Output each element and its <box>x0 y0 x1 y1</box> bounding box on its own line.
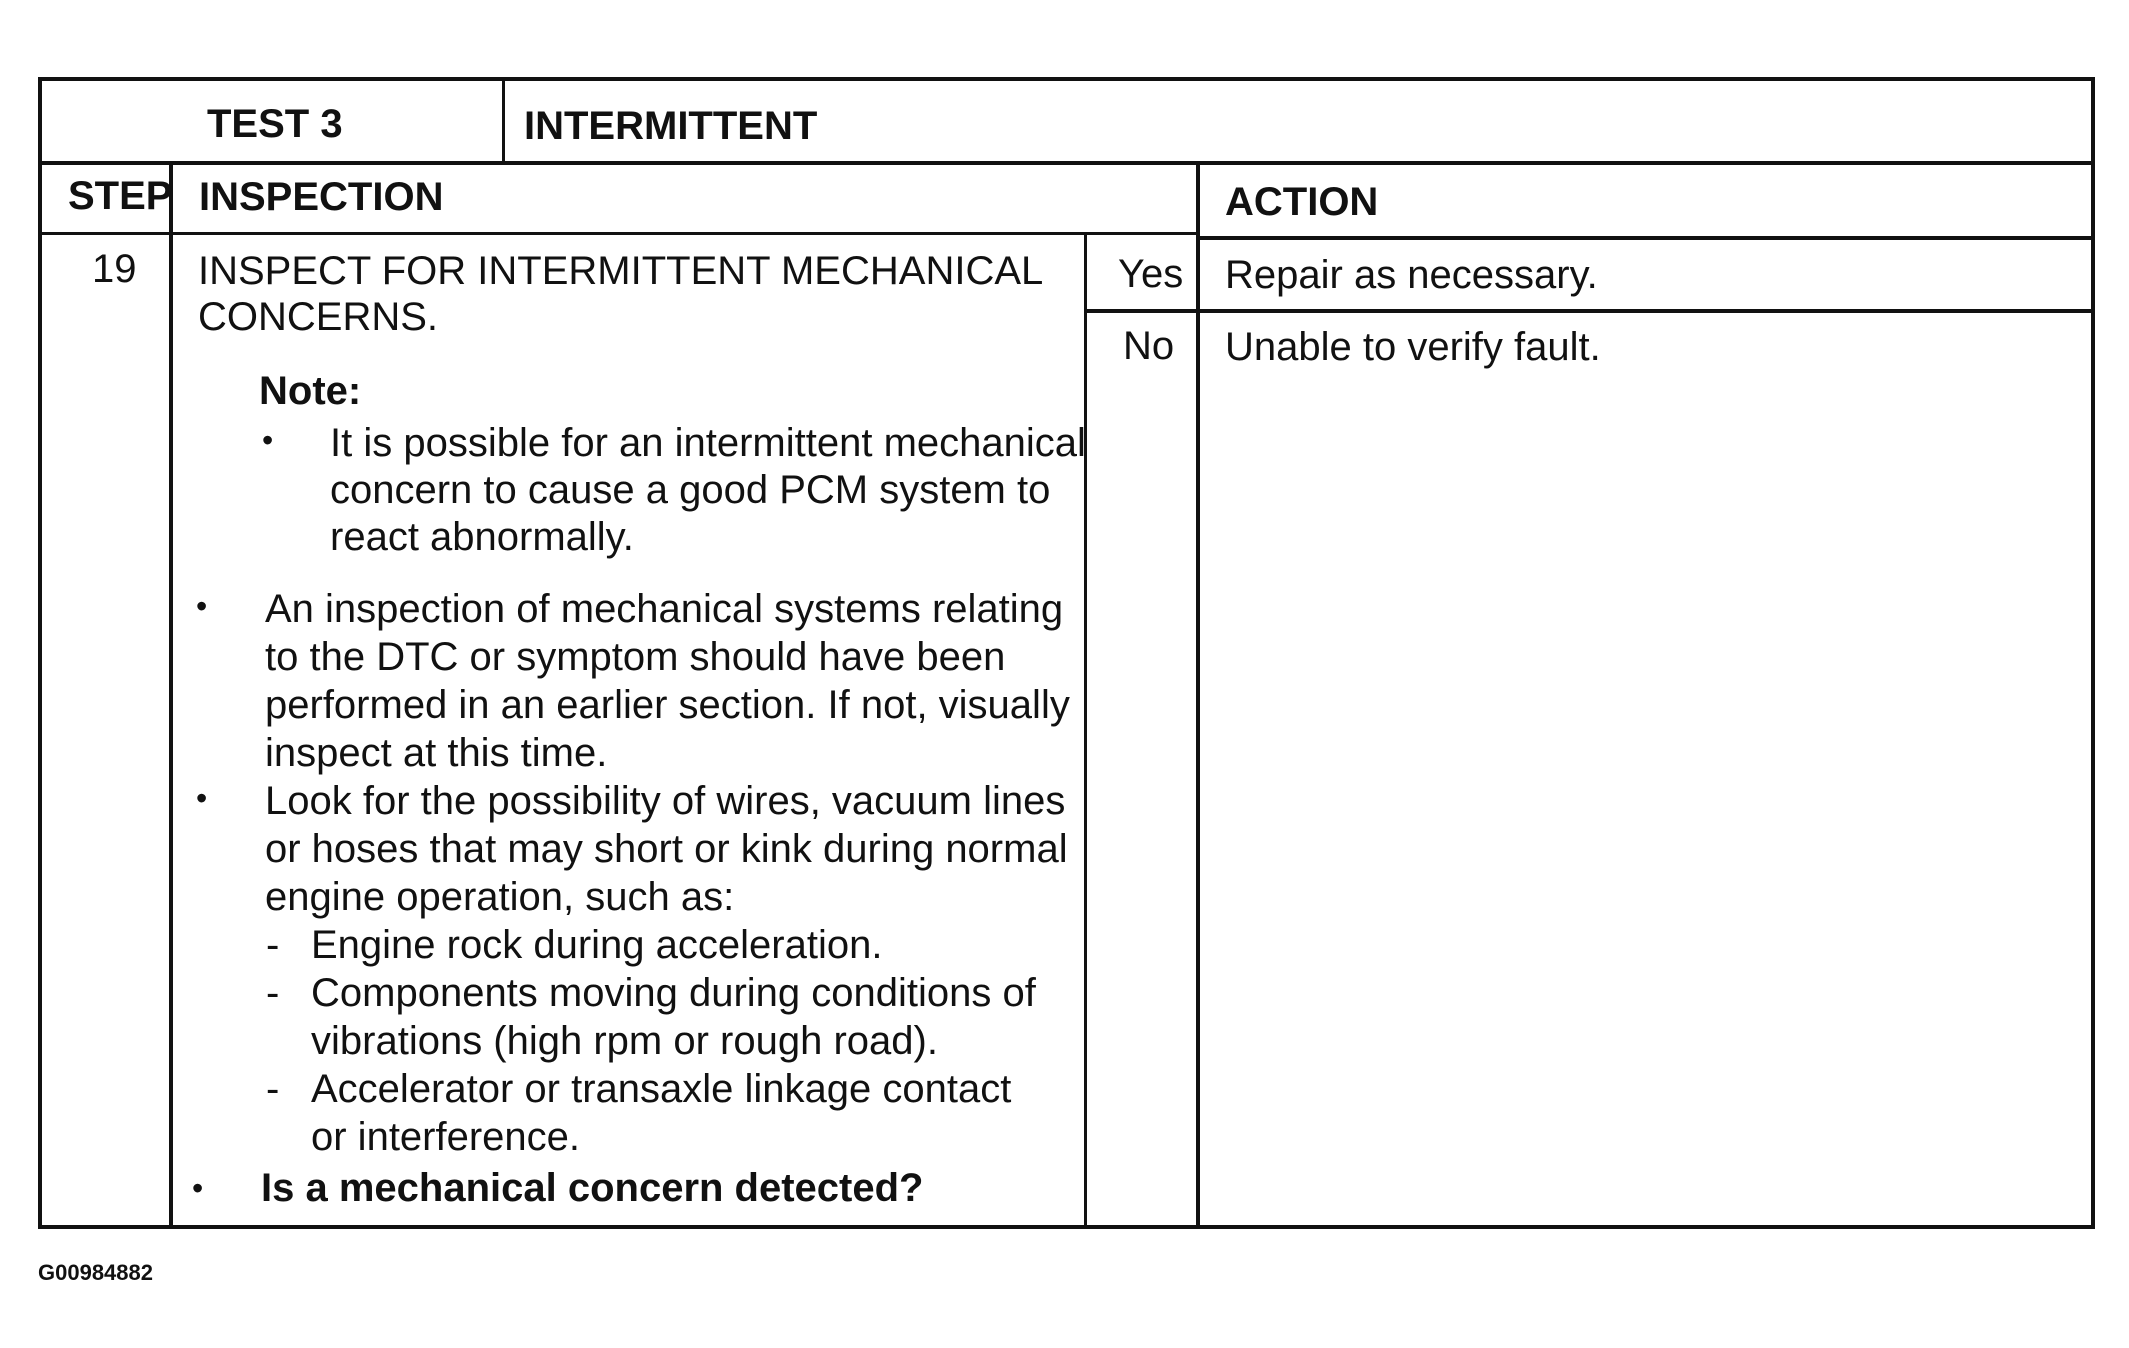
test-label: TEST 3 <box>207 102 343 146</box>
rule-between-yes-no <box>1084 309 2095 313</box>
rule-inspection-action-divider <box>1196 163 1200 1229</box>
bullet-1-line-2: to the DTC or symptom should have been <box>265 635 1006 679</box>
note-line-3: react abnormally. <box>330 515 634 559</box>
bullet-1-icon: • <box>196 588 208 624</box>
rule-under-title <box>38 161 2095 165</box>
dash-1-icon: - <box>266 923 280 967</box>
step-number: 19 <box>92 247 137 291</box>
inspection-heading-line-2: CONCERNS. <box>198 295 439 339</box>
note-label: Note: <box>259 369 362 413</box>
bullet-1-line-4: inspect at this time. <box>265 731 608 775</box>
rule-step-divider <box>169 163 173 1229</box>
bullet-2-icon: • <box>196 780 208 816</box>
bullet-1-line-3: performed in an earlier section. If not, visually <box>265 683 1070 727</box>
bullet-2-line-1: Look for the possibility of wires, vacuum lines <box>265 779 1066 823</box>
rule-choice-divider <box>1084 234 1087 1229</box>
inspection-heading-line-1: INSPECT FOR INTERMITTENT MECHANICAL <box>198 249 1044 293</box>
note-bullet-icon: • <box>262 422 274 458</box>
question-bullet-icon: • <box>192 1170 204 1206</box>
dash-item-3-line-1: Accelerator or transaxle linkage contact <box>311 1067 1012 1111</box>
bullet-2-line-2: or hoses that may short or kink during normal <box>265 827 1068 871</box>
rule-test-label-divider <box>502 77 505 163</box>
dash-item-3-line-2: or interference. <box>311 1115 581 1159</box>
inspection-column-header: INSPECTION <box>199 175 444 219</box>
step-column-header: STEP <box>68 174 173 218</box>
bullet-2-line-3: engine operation, such as: <box>265 875 735 919</box>
dash-item-1: Engine rock during acceleration. <box>311 923 883 967</box>
rule-under-action-header <box>1196 236 2095 240</box>
question-text: Is a mechanical concern detected? <box>261 1166 924 1210</box>
test-title: INTERMITTENT <box>524 104 818 148</box>
note-line-1: It is possible for an intermittent mechanical <box>330 421 1086 465</box>
note-line-2: concern to cause a good PCM system to <box>330 468 1051 512</box>
dash-item-2-line-2: vibrations (high rpm or rough road). <box>311 1019 938 1063</box>
bullet-1-line-1: An inspection of mechanical systems relating <box>265 587 1064 631</box>
figure-id: G00984882 <box>38 1260 153 1285</box>
action-column-header: ACTION <box>1225 180 1379 224</box>
rule-under-inspection-header <box>38 232 1198 235</box>
dash-2-icon: - <box>266 971 280 1015</box>
answer-no-choice: No <box>1123 324 1175 368</box>
answer-yes-choice: Yes <box>1118 252 1184 296</box>
answer-yes-action: Repair as necessary. <box>1225 253 1598 297</box>
dash-3-icon: - <box>266 1067 280 1111</box>
dash-item-2-line-1: Components moving during conditions of <box>311 971 1036 1015</box>
answer-no-action: Unable to verify fault. <box>1225 325 1601 369</box>
